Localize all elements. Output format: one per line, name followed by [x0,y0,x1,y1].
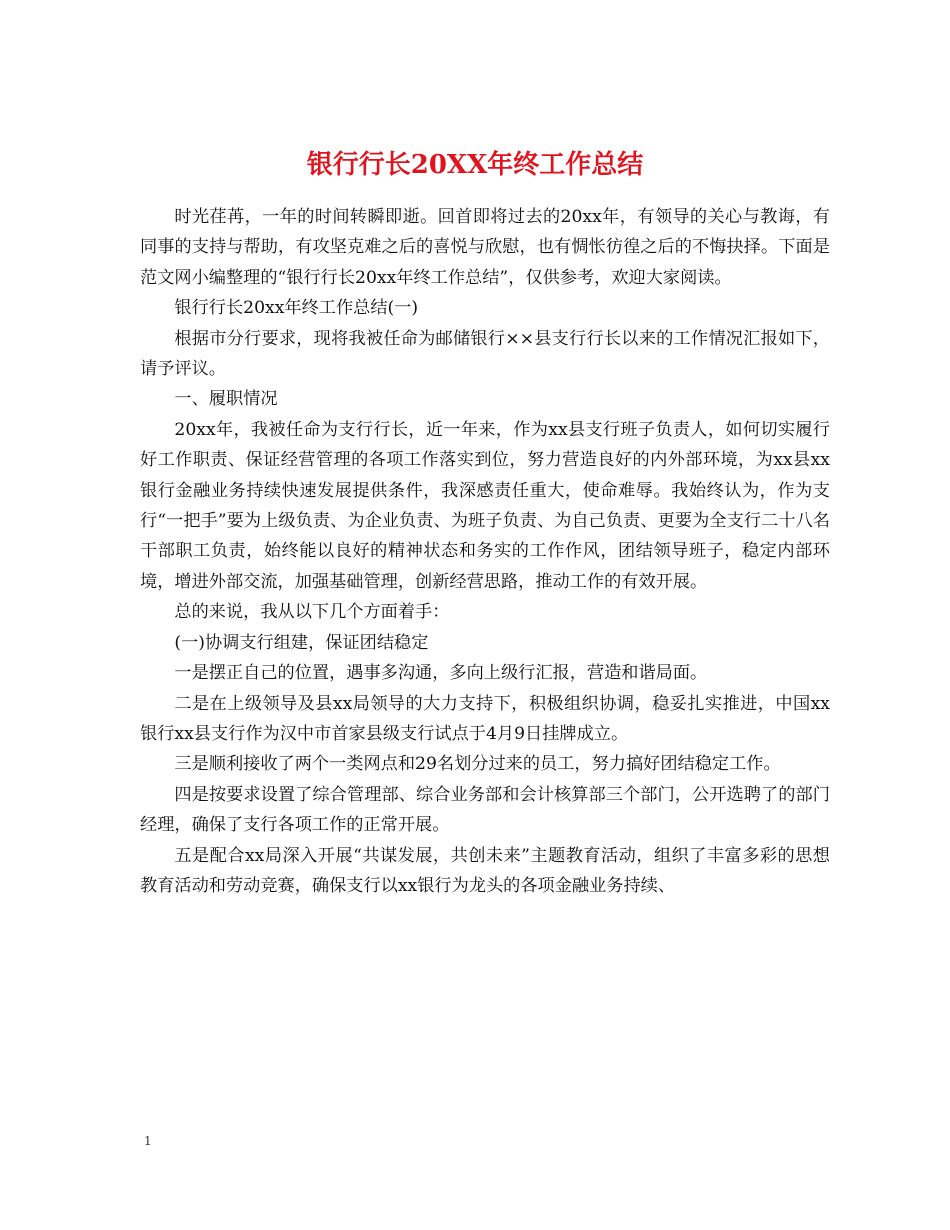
list-item-two: 二是在上级领导及县xx局领导的大力支持下，积极组织协调，稳妥扎实推进，中国xx银行xx县支行作为汉中市首家县级支行试点于4月9日挂牌成立。 [140,693,830,744]
paragraph-overview: 总的来说，我从以下几个方面着手： [174,602,450,623]
list-item-four: 四是按要求设置了综合管理部、综合业务部和会计核算部三个部门，公开选聘了的部门经理，确保了支行各项工作的正常开展。 [140,784,830,836]
section-heading-duties: 一、履职情况 [174,389,278,410]
page-number: 1 [144,1134,152,1148]
paragraph-intro: 时光荏苒，一年的时间转瞬即逝。回首即将过去的20xx年，有领导的关心与教诲，有同事的支持与帮助，有攻坚克难之后的喜悦与欣慰，也有惆怅彷徨之后的不悔抉择。下面是范文网小编整理的“银行行长20xx年终工作总结”，仅供参考，欢迎大家阅读。 [140,207,830,288]
list-item-one: 一是摆正自己的位置，遇事多沟通，多向上级行汇报，营造和谐局面。 [174,663,708,684]
list-item-three: 三是顺利接收了两个一类网点和29名划分过来的员工，努力搞好团结稳定工作。 [174,754,781,775]
page-title: 银行行长20XX年终工作总结 [306,150,644,181]
list-item-five: 五是配合xx局深入开展“共谋发展，共创未来”主题教育活动，组织了丰富多彩的思想教育活动和劳动竞赛，确保支行以xx银行为龙头的各项金融业务持续、 [140,845,830,896]
paragraph-duties-detail: 20xx年，我被任命为支行行长，近一年来，作为xx县支行班子负责人，如何切实履行好工作职责、保证经营管理的各项工作落实到位，努力营造良好的内外部环境，为xx县xx银行金融业务持续快速发展提供条件，我深感责任重大，使命难辱。我始终认为，作为支行“一把手”要为上级负责、为企业负责、为班子负责、为自己负责、更要为全支行二十八名干部职工负责，始终能以良好的精神状态和务实的工作作风，团结领导班子，稳定内部环境，增进外部交流，加强基础管理，创新经营思路，推动工作的有效开展。 [140,419,830,592]
subheading-coordination: (一)协调支行组建，保证团结稳定 [174,632,429,653]
document-body [140,202,830,901]
paragraph-report-request: 根据市分行要求，现将我被任命为邮储银行××县支行行长以来的工作情况汇报如下，请予评议。 [140,328,830,380]
section-heading-summary-one: 银行行长20xx年终工作总结(一) [174,298,419,319]
